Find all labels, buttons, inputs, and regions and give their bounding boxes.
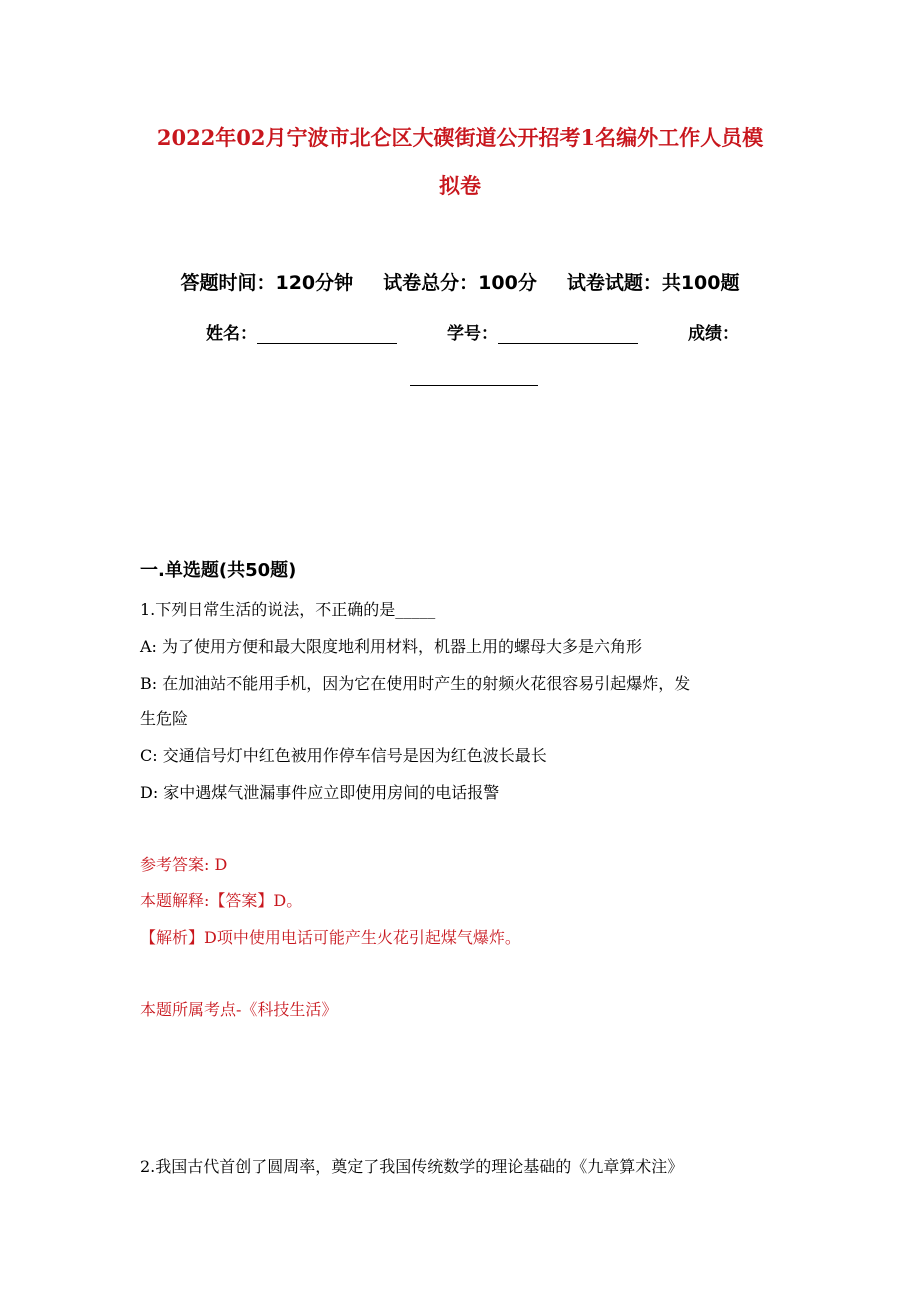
id-label: 学号： [447, 324, 498, 344]
section-title: 一.单选题(共50题) [140, 560, 297, 581]
name-field [206, 319, 397, 344]
question-1-option-d: D: 家中遇煤气泄漏事件应立即使用房间的电话报警 [140, 783, 500, 802]
name-blank[interactable] [257, 325, 397, 344]
id-blank[interactable] [498, 325, 638, 344]
score-blank[interactable] [410, 385, 538, 386]
exam-total-score: 试卷总分：100分 [383, 272, 537, 294]
question-1-explanation-2: 【解析】D项中使用电话可能产生火花引起煤气爆炸。 [140, 928, 521, 947]
exam-meta [0, 268, 920, 295]
id-field [447, 319, 638, 344]
question-1-option-c: C: 交通信号灯中红色被用作停车信号是因为红色波长最长 [140, 746, 547, 765]
question-1-stem: 1.下列日常生活的说法，不正确的是_____ [140, 600, 436, 619]
question-1-answer: 参考答案: D [140, 855, 228, 874]
exam-title-line2: 拟卷 [439, 173, 481, 198]
name-label: 姓名： [206, 324, 257, 344]
score-field [688, 319, 739, 344]
question-1-option-b-line1: B: 在加油站不能用手机，因为它在使用时产生的射频火花很容易引起爆炸，发 [140, 674, 691, 693]
question-2-stem: 2.我国古代首创了圆周率，奠定了我国传统数学的理论基础的《九章算术注》 [140, 1157, 684, 1176]
exam-time: 答题时间：120分钟 [180, 272, 354, 294]
question-1-topic: 本题所属考点-《科技生活》 [140, 1000, 338, 1019]
exam-title-line1: 2022年02月宁波市北仑区大碶街道公开招考1名编外工作人员模 [156, 125, 764, 150]
question-1-option-a: A: 为了使用方便和最大限度地利用材料，机器上用的螺母大多是六角形 [140, 637, 643, 656]
score-label: 成绩： [688, 324, 739, 344]
question-1-option-b-line2: 生危险 [140, 709, 189, 728]
question-1-explanation-1: 本题解释:【答案】D。 [140, 891, 303, 910]
exam-question-count: 试卷试题：共100题 [566, 272, 740, 294]
